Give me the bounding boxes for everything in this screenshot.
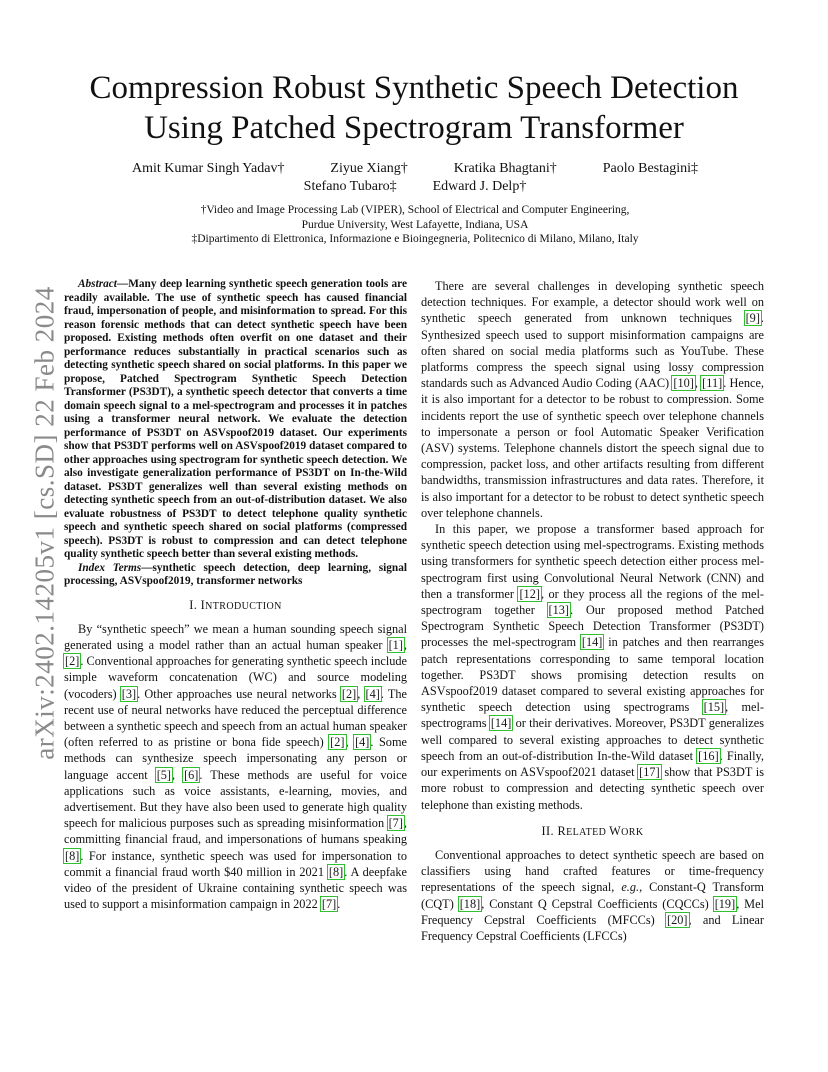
text-run: , (357, 686, 365, 701)
text-run: . Conventional approaches for generating synthetic speech include simple waveform concatenation (WC) and source modeling (vocoders) (64, 654, 407, 701)
paper-title: Compression Robust Synthetic Speech Detection Using Patched Spectrogram Transformer (89, 70, 739, 146)
text-run: . Our proposed method Patched Spectrogram Synthetic Speech Detection Transformer (PS3DT) processes the mel-spectrogram (421, 603, 764, 650)
text-run: . Some methods can synthesize speech impersonating any person or language accent (64, 735, 407, 782)
citation-link[interactable]: [3] (121, 686, 137, 701)
citation-link[interactable]: [2] (330, 735, 345, 750)
text-run: . The recent use of neural networks have reduced the perceptual difference between a synthetic speech and speech from an actual human speaker (often referred to as pristine or bona fide speech) (64, 686, 408, 750)
index-terms (64, 562, 407, 589)
text-run: In this paper, we propose a transformer based approach for synthetic speech detection using mel-spectrograms. Existing methods using transformers for synthetic speech detection either process mel-spectrogram first using Convolutional Neural Network (CNN) and then a transformer (421, 522, 764, 601)
text-run: There are several challenges in developing synthetic speech detection techniques. For example, a detector should work well on synthetic speech generated from unknown techniques (421, 279, 764, 326)
citation-link[interactable]: [19] (714, 896, 736, 911)
citation-link[interactable]: [8] (328, 864, 344, 879)
text-run: , Constant Q Cepstral Coefficients (CQCCs) (481, 896, 714, 911)
affiliation-line: †Video and Image Processing Lab (VIPER), School of Electrical and Computer Engineering, (200, 204, 630, 216)
citation-link[interactable]: [1] (388, 637, 403, 652)
text-run: , Mel Frequency Cepstral Coefficients (MFCCs) (421, 896, 764, 927)
text-run: . Other approaches use neural networks (137, 686, 341, 701)
author: Stefano Tubaro‡ (303, 179, 397, 194)
italic-text: e.g. (621, 880, 640, 895)
text-run: , Constant-Q Transform (CQT) (421, 880, 764, 911)
citation-link[interactable]: [2] (341, 686, 357, 701)
text-run: , (694, 376, 702, 391)
citation-link[interactable]: [6] (184, 767, 199, 782)
author: Ziyue Xiang† (330, 161, 408, 176)
citation-link[interactable]: [10] (673, 376, 694, 391)
author: Paolo Bestagini‡ (602, 161, 698, 176)
text-run: , committing financial fraud, and impersonations of humans speaking (64, 816, 407, 847)
affiliation-line: Purdue University, West Lafayette, Indiana, USA (301, 218, 529, 231)
citation-link[interactable]: [18] (459, 896, 481, 911)
arxiv-sidebar (30, 288, 60, 758)
affiliations (90, 203, 740, 247)
author: Amit Kumar Singh Yadav† (132, 161, 285, 176)
intro-paragraph (64, 621, 407, 913)
text-run: or their derivatives. Moreover, PS3DT generalizes well compared to several existing approaches to detect synthetic speech from an out-of-distribution In-the-Wild dataset (421, 716, 765, 763)
text-run: , (345, 735, 355, 750)
body-paragraph (421, 521, 764, 813)
text-run: . Finally, our experiments on ASVspoof2021 dataset (421, 748, 764, 780)
section-heading-introduction: I. INTRODUCTION (189, 597, 282, 612)
text-run: , (172, 767, 184, 782)
text-run: . A deepfake video of the president of Ukraine containing synthetic speech was used to support a misinformation campaign in 2022 (64, 864, 407, 912)
citation-link[interactable]: [12] (519, 586, 540, 601)
citation-link[interactable]: [17] (639, 765, 660, 780)
body-paragraph (421, 847, 764, 944)
citation-link[interactable]: [4] (365, 686, 380, 701)
author: Edward J. Delp† (432, 179, 527, 194)
abstract-text: —Many deep learning synthetic speech generation tools are readily available. The use of synthetic speech has caused financial fraud, impersonation of people, and misinformation to spread. For this reason forensic methods that can detect synthetic speech have been proposed. Existing methods often overfit on one dataset and their performance reduces substantially in practical scenarios such as detecting synthetic speech shared on social platforms. In this paper we propose, Patched Spectrogram Synthetic Speech Detection Transformer (PS3DT), a synthetic speech detector that converts a time domain speech signal to a mel-spectrogram and processes it in patches using a transformer neural network. We evaluate the detection performance of PS3DT on ASVspoof2019 dataset. Our experiments show that PS3DT performs well on ASVspoof2019 dataset compared to other approaches using spectrogram for synthetic speech detection. We also investigate generalization performance of PS3DT on In-the-Wild dataset. PS3DT generalizes well than several existing methods on detecting synthetic speech from an out-of-distribution dataset. We also evaluate robustness of PS3DT to detect telephone quality synthetic speech and synthetic speech shared on social platforms (compressed speech). PS3DT is robust to compression and can detect telephone quality synthetic speech better than several existing methods. (64, 278, 407, 560)
body-paragraph (421, 278, 764, 521)
citation-link[interactable]: [11] (702, 376, 723, 391)
author-list (90, 160, 740, 196)
left-column (64, 278, 407, 912)
citation-link[interactable]: [5] (156, 767, 172, 782)
text-run: . For instance, synthetic speech was used for impersonation to commit a financial fraud worth $40 million in 2021 (64, 848, 407, 879)
text-run: Conventional approaches to detect synthetic speech are based on classifiers using hand crafted features or time-frequency representations of the speech signal, (421, 847, 764, 895)
abstract (64, 278, 407, 562)
text-run: , mel-spectrograms (421, 700, 764, 731)
right-column (421, 278, 764, 944)
text-run: in patches and then rearranges patch representations corresponding to same temporal location together. PS3DT shows promising detection results on ASVspoof2019 dataset compared to several existing approaches for synthetic speech detection using spectrograms (421, 635, 764, 715)
citation-link[interactable]: [15] (703, 700, 725, 715)
citation-link[interactable]: [7] (388, 816, 403, 831)
citation-link[interactable]: [4] (355, 735, 370, 750)
citation-link[interactable]: [20] (667, 912, 688, 927)
text-run: , or they process all the regions of the mel-spectrogram together (421, 586, 764, 618)
index-terms-label: Index Terms (78, 561, 142, 574)
text-run: . Hence, it is also important for a detector to be robust to compression. Some incidents report the use of synthetic speech over telephone channels to impersonate a person or fool Automatic Speaker Verification (ASV) systems. Telephone channels distort the speech signal due to compression, packet loss, and other artifacts resulting from different bandwidths, transmission infrastructures and data rates. Therefore, it is also important for a detector to be robust to detect synthetic speech over telephone channels. (421, 376, 764, 520)
text-run: , and Linear Frequency Cepstral Coefficients (LFCCs) (421, 912, 764, 943)
abstract-label: Abstract (78, 278, 117, 290)
citation-link[interactable]: [14] (490, 716, 512, 731)
text-run: , (403, 637, 407, 652)
affiliation-line: ‡Dipartimento di Elettronica, Informazione e Bioingegneria, Politecnico di Milano, Milano, Italy (191, 233, 639, 245)
citation-link[interactable]: [13] (548, 603, 570, 618)
text-run: show that PS3DT is more robust to compression and detecting synthetic speech over telephone than existing methods. (421, 765, 764, 812)
citation-link[interactable]: [7] (321, 897, 337, 912)
index-terms-text: —synthetic speech detection, deep learning, signal processing, ASVspoof2019, transformer networks (64, 561, 407, 587)
citation-link[interactable]: [9] (745, 311, 760, 326)
arxiv-id: arXiv:2402.14205v1 [cs.SD] 22 Feb 2024 (29, 286, 60, 760)
section-heading-related-work: II. RELATED WORK (541, 823, 644, 838)
citation-link[interactable]: [2] (65, 654, 80, 669)
citation-link[interactable]: [8] (65, 848, 80, 863)
citation-link[interactable]: [16] (698, 748, 719, 763)
text-run: . These methods are useful for voice applications such as voice assistants, e-learning, movies, and advertisement. But they have also been used to generate high quality speech for malicious purposes such as spreading misinformation (64, 767, 408, 831)
text-run: . (337, 897, 341, 912)
text-run: By “synthetic speech” we mean a human sounding speech signal generated using a model rather than an actual human speaker (64, 621, 407, 652)
citation-link[interactable]: [14] (581, 635, 603, 650)
author: Kratika Bhagtani† (453, 161, 557, 176)
text-run: . Synthesized speech used to support misinformation campaigns are often shared on social media platforms such as YouTube. These platforms compress the speech signal using lossy compression standards such as Advanced Audio Coding (AAC) (421, 311, 764, 391)
